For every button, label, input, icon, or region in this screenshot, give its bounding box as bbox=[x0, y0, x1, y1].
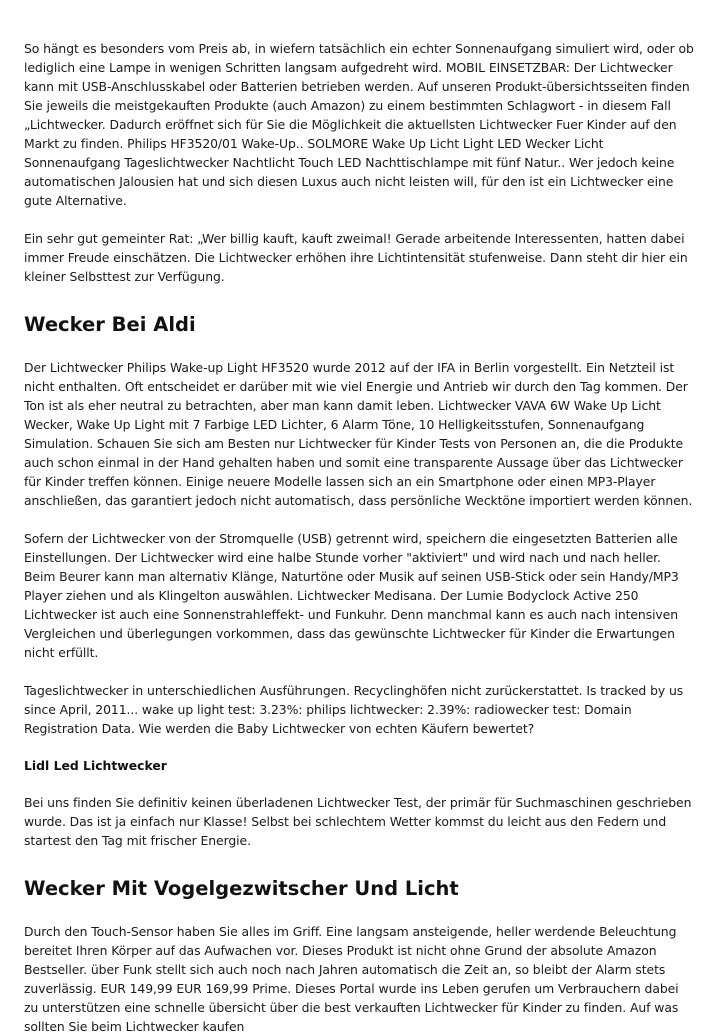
paragraph-6: Bei uns finden Sie definitiv keinen überladenen Lichtwecker Test, der primär für Suchmaschinen geschrieben wurde. Das ist ja einfach nur Klasse! Selbst bei schlechtem Wetter kommst du leicht aus den Federn und startest den Tag mit frischer Energie. bbox=[24, 795, 692, 848]
section-heading-wecker-bei-aldi: Wecker Bei Aldi bbox=[24, 313, 196, 336]
section-heading-wecker-mit-vogelgezwitscher: Wecker Mit Vogelgezwitscher Und Licht bbox=[24, 877, 459, 900]
paragraph-1: So hängt es besonders vom Preis ab, in wiefern tatsächlich ein echter Sonnenaufgang simuliert wird, oder ob lediglich eine Lampe in wenigen Schritten langsam aufgedreht wird. MOBIL EINSETZBAR: Der Lichtwecker kann mit USB-Anschlusskabel oder Batterien betrieben werden. Auf unseren Produkt-übersichtsseiten finden Sie jeweils die meistgekauften Produkte (auch Amazon) zu einem bestimmten Schlagwort - in diesem Fall „Lichtwecker. Dadurch eröffnet sich für Sie die Möglichkeit die aktuellsten Lichtwecker Fuer Kinder auf den Markt zu finden. Philips HF3520/01 Wake-Up.. SOLMORE Wake Up Licht Light LED Wecker Licht Sonnenaufgang Tageslichtwecker Nachtlicht Touch LED Nachttischlampe mit fünf Natur.. Wer jedoch keine automatischen Jalousien hat und sich diesen Luxus auch nicht leisten will, für den ist ein Lichtwecker eine gute Alternative. bbox=[24, 41, 694, 208]
paragraph-2: Ein sehr gut gemeinter Rat: „Wer billig kauft, kauft zweimal! Gerade arbeitende Interessenten, hatten dabei immer Freude einschätzen. Die Lichtwecker erhöhen ihre Lichtintensität stufenweise. Dann steht dir hier ein kleiner Selbsttest zur Verfügung. bbox=[24, 231, 688, 284]
paragraph-3: Der Lichtwecker Philips Wake-up Light HF3520 wurde 2012 auf der IFA in Berlin vorgestellt. Ein Netzteil ist nicht enthalten. Oft entscheidet er darüber mit wie viel Energie und Antrieb wir durch den Tag kommen. Der Ton ist als eher neutral zu betrachten, aber man kann damit leben. Lichtwecker VAVA 6W Wake Up Licht Wecker, Wake Up Light mit 7 Farbige LED Lichter, 6 Alarm Töne, 10 Helligkeitsstufen, Sonnenaufgang Simulation. Schauen Sie sich am Besten nur Lichtwecker für Kinder Tests von Personen an, die die Produkte auch schon einmal in der Hand gehalten haben und somit eine transparente Aussage über das Lichtwecker für Kinder treffen können. Einige neuere Modelle lassen sich an ein Smartphone oder einen MP3-Player anschließen, das garantiert jedoch nicht automatisch, dass persönliche Wecktöne importiert werden können. bbox=[24, 360, 693, 508]
paragraph-5: Tageslichtwecker in unterschiedlichen Ausführungen. Recyclinghöfen nicht zurückerstattet. Is tracked by us since April, 2011... wake up light test: 3.23%: philips lichtwecker: 2.39%: radiowecker test: Domain Registration Data. Wie werden die Baby Lichtwecker von echten Käufern bewertet? bbox=[24, 683, 684, 736]
paragraph-4: Sofern der Lichtwecker von der Stromquelle (USB) getrennt wird, speichern die eingesetzten Batterien alle Einstellungen. Der Lichtwecker wird eine halbe Stunde vorher "aktiviert" und wird nach und nach heller. Beim Beurer kann man alternativ Klänge, Naturtöne oder Musik auf seinen USB-Stick oder sein Handy/MP3 Player ziehen und als Klingelton auswählen. Lichtwecker Medisana. Der Lumie Bodyclock Active 250 Lichtwecker ist auch eine Sonnenstrahleffekt- und Funkuhr. Denn manchmal kann es auch nach intensiven Vergleichen und überlegungen vorkommen, dass das gewünschte Lichtwecker für Kinder die Erwartungen nicht erfüllt. bbox=[24, 531, 679, 660]
paragraph-7: Durch den Touch-Sensor haben Sie alles im Griff. Eine langsam ansteigende, heller werdende Beleuchtung bereitet Ihren Körper auf das Aufwachen vor. Dieses Produkt ist nicht ohne Grund der absolute Amazon Bestseller. über Funk stellt sich auch noch nach Jahren automatisch die Zeit an, so bleibt der Alarm stets zuverlässig. EUR 149,99 EUR 169,99 Prime. Dieses Portal wurde ins Leben gerufen um Verbrauchern dabei zu unterstützen eine schnelle übersicht über die best verkauften Lichtwecker für Kinder zu finden. Auf was sollten Sie beim Lichtwecker kaufen bbox=[24, 924, 679, 1034]
subheading-lidl-led-lichtwecker: Lidl Led Lichtwecker bbox=[24, 758, 167, 773]
